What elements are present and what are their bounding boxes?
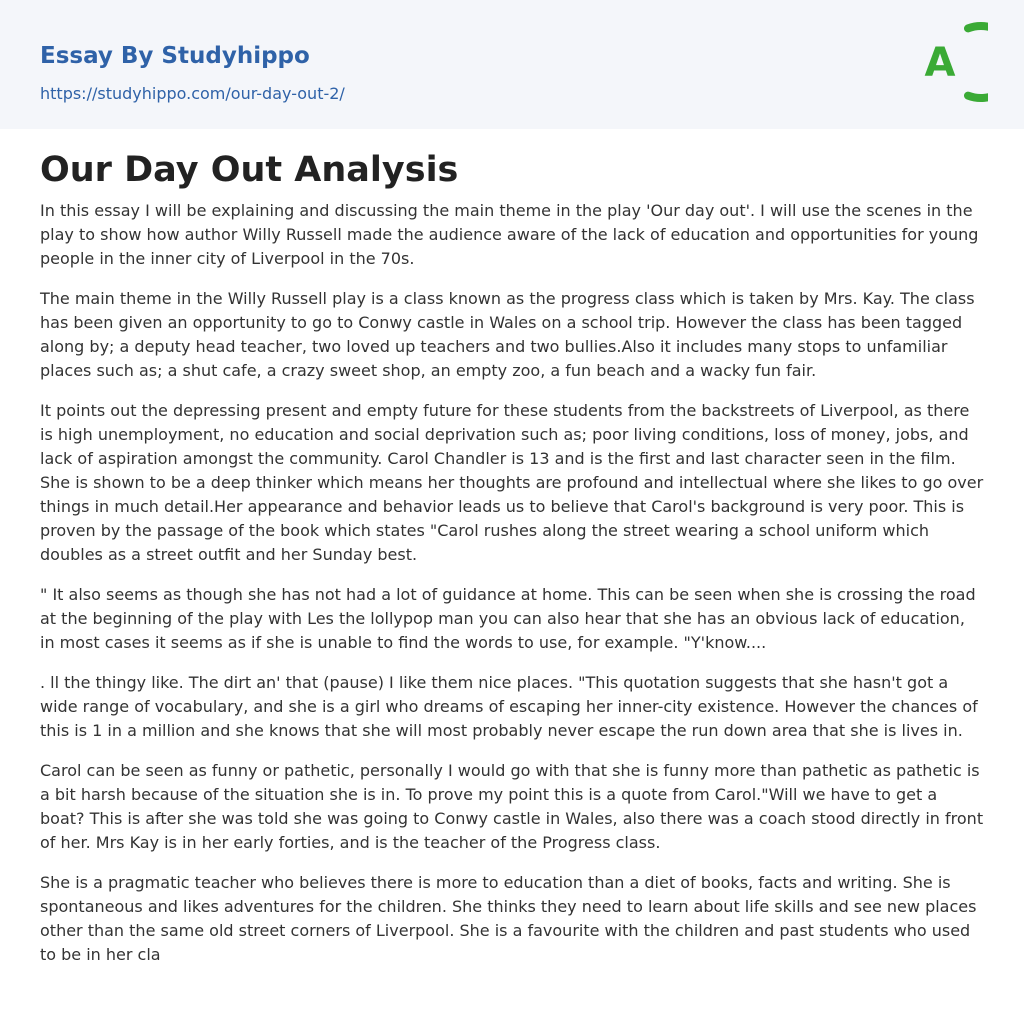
paragraph: The main theme in the Willy Russell play is a class known as the progress class which is taken by Mrs. Kay. The class has been given an opportunity to go to Conwy castle in Wales on a school trip. However the class has been tagged along by; a deputy head teacher, two loved up teachers and two bullies.Also it includes many stops to unfamiliar places such as; a shut cafe, a crazy sweet shop, an empty zoo, a fun beach and a wacky fun fair. bbox=[40, 289, 975, 380]
paragraph: She is a pragmatic teacher who believes there is more to education than a diet of books, facts and writing. She is spontaneous and likes adventures for the children. She thinks they need to learn about life skills and see new places other than the same old street corners of Liverpool. She is a favourite with the children and past students who used to be in her cla bbox=[40, 873, 977, 964]
brand-title[interactable]: Essay By Studyhippo bbox=[40, 43, 310, 69]
paragraph: Carol can be seen as funny or pathetic, personally I would go with that she is funny more than pathetic as pathetic is a bit harsh because of the situation she is in. To prove my point this is a quote from Carol."Will we have to get a boat? This is after she was told she was going to Conwy castle in Wales, also there was a coach stood directly in front of her. Mrs Kay is in her early forties, and is the teacher of the Progress class. bbox=[40, 761, 984, 852]
studyhippo-logo-icon[interactable] bbox=[912, 18, 988, 106]
paragraph: " It also seems as though she has not had a lot of guidance at home. This can be seen when she is crossing the road at the beginning of the play with Les the lollypop man you can also hear that she has an obvious lack of education, in most cases it seems as if she is unable to find the words to use, for example. "Y'know.... bbox=[40, 585, 976, 652]
article bbox=[0, 129, 1024, 967]
site-header bbox=[0, 0, 1024, 129]
paragraph: In this essay I will be explaining and discussing the main theme in the play 'Our day out'. I will use the scenes in the play to show how author Willy Russell made the audience aware of the lack of education and opportunities for young people in the inner city of Liverpool in the 70s. bbox=[40, 201, 979, 268]
essay-url-link[interactable]: https://studyhippo.com/our-day-out-2/ bbox=[40, 84, 345, 103]
logo-letter: A bbox=[924, 40, 956, 86]
paragraph: It points out the depressing present and empty future for these students from the backstreets of Liverpool, as there is high unemployment, no education and social deprivation such as; poor living conditions, loss of money, jobs, and lack of aspiration amongst the community. Carol Chandler is 13 and is the first and last character seen in the film. She is shown to be a deep thinker which means her thoughts are profound and intellectual where she likes to go over things in much detail.Her appearance and behavior leads us to believe that Carol's background is very poor. This is proven by the passage of the book which states "Carol rushes along the street wearing a school uniform which doubles as a street outfit and her Sunday best. bbox=[40, 401, 984, 564]
page-title: Our Day Out Analysis bbox=[40, 150, 459, 190]
paragraph: . ll the thingy like. The dirt an' that (pause) I like them nice places. "This quotation suggests that she hasn't got a wide range of vocabulary, and she is a girl who dreams of escaping her inner-city existence. However the chances of this is 1 in a million and she knows that she will most probably never escape the run down area that she is lives in. bbox=[40, 673, 978, 740]
